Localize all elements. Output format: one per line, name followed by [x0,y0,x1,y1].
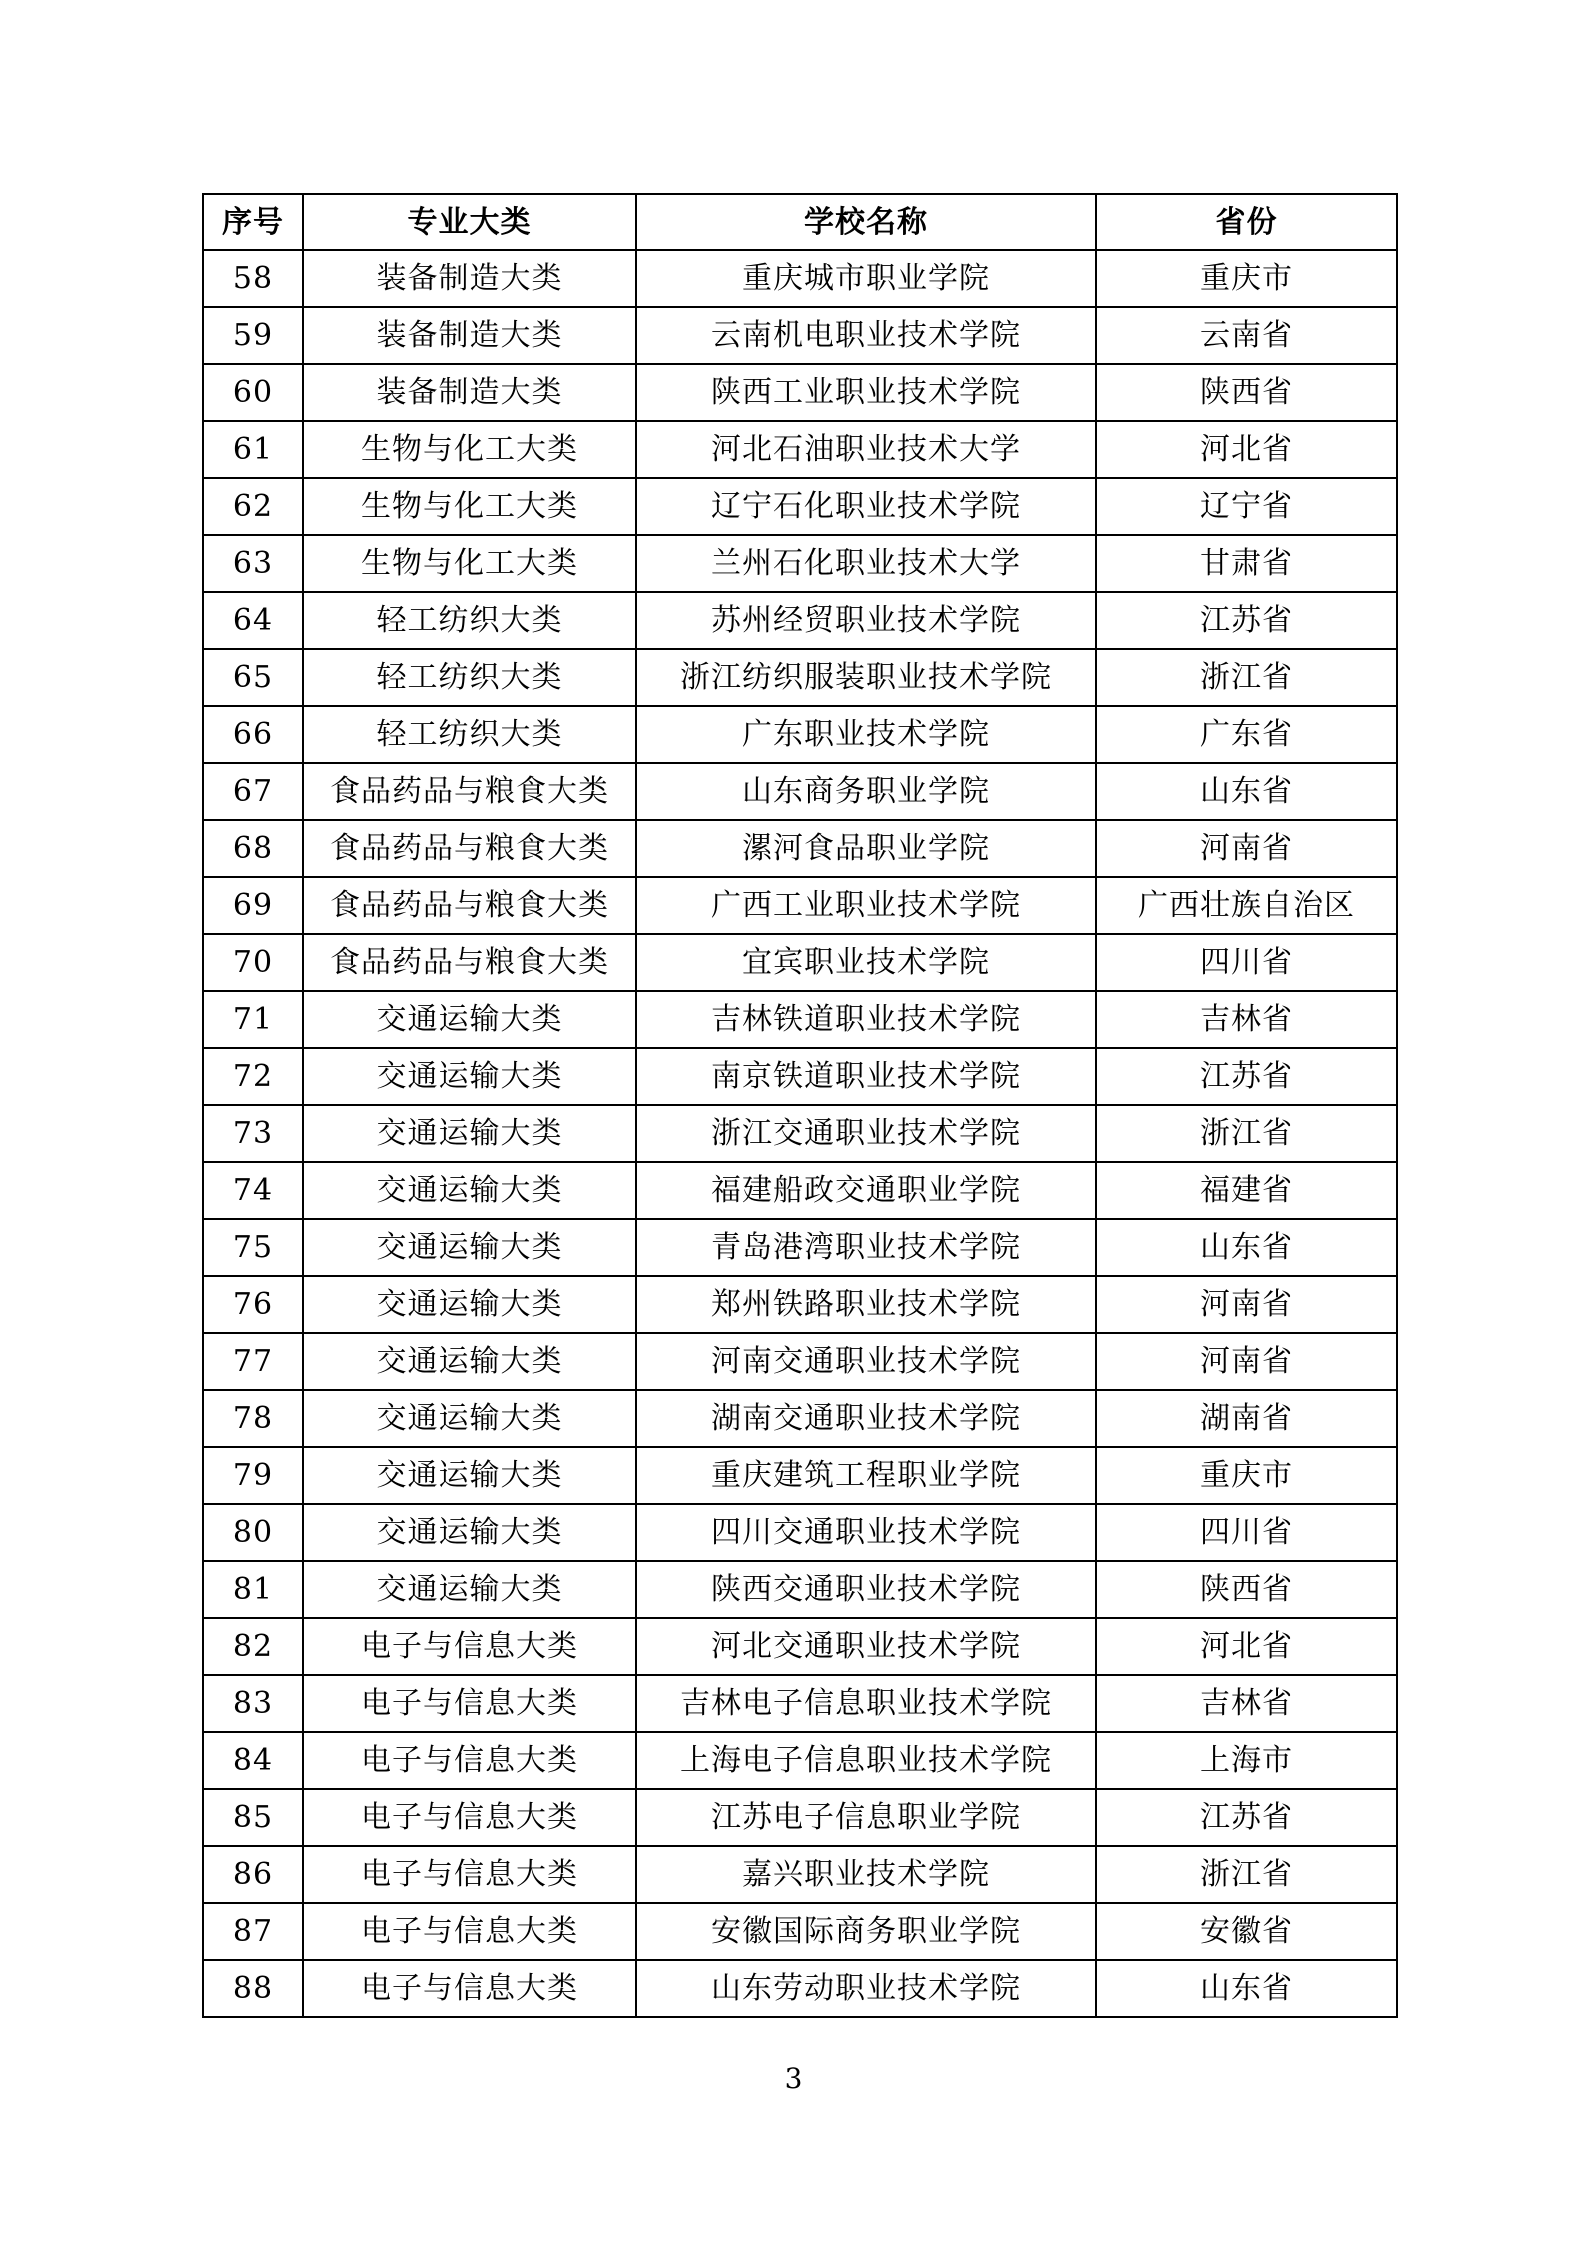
cell-index: 88 [203,1960,303,2017]
cell-category: 生物与化工大类 [303,535,636,592]
cell-province: 四川省 [1096,934,1397,991]
colleges-table [202,193,1398,2018]
cell-category: 装备制造大类 [303,364,636,421]
cell-category: 电子与信息大类 [303,1846,636,1903]
cell-province: 安徽省 [1096,1903,1397,1960]
cell-category: 电子与信息大类 [303,1618,636,1675]
table-row [203,1789,1397,1846]
cell-category: 轻工纺织大类 [303,592,636,649]
cell-category: 交通运输大类 [303,1105,636,1162]
cell-category: 装备制造大类 [303,307,636,364]
table-row [203,421,1397,478]
cell-index: 75 [203,1219,303,1276]
cell-province: 陕西省 [1096,1561,1397,1618]
table-row [203,1504,1397,1561]
cell-school: 嘉兴职业技术学院 [636,1846,1096,1903]
cell-province: 广西壮族自治区 [1096,877,1397,934]
cell-index: 87 [203,1903,303,1960]
table-row [203,307,1397,364]
cell-school: 河北交通职业技术学院 [636,1618,1096,1675]
table-row [203,934,1397,991]
table-row [203,1960,1397,2017]
table-row [203,1675,1397,1732]
cell-index: 66 [203,706,303,763]
cell-school: 吉林铁道职业技术学院 [636,991,1096,1048]
table-row [203,706,1397,763]
cell-school: 漯河食品职业学院 [636,820,1096,877]
col-header-index: 序号 [203,194,303,250]
table-row [203,820,1397,877]
cell-school: 山东劳动职业技术学院 [636,1960,1096,2017]
cell-category: 食品药品与粮食大类 [303,934,636,991]
cell-province: 吉林省 [1096,1675,1397,1732]
cell-index: 84 [203,1732,303,1789]
cell-index: 83 [203,1675,303,1732]
cell-index: 58 [203,250,303,307]
cell-index: 77 [203,1333,303,1390]
cell-school: 苏州经贸职业技术学院 [636,592,1096,649]
cell-category: 电子与信息大类 [303,1732,636,1789]
table-row [203,478,1397,535]
cell-province: 江苏省 [1096,1789,1397,1846]
cell-index: 78 [203,1390,303,1447]
cell-province: 重庆市 [1096,250,1397,307]
cell-school: 四川交通职业技术学院 [636,1504,1096,1561]
cell-province: 河南省 [1096,820,1397,877]
cell-province: 浙江省 [1096,1846,1397,1903]
cell-category: 交通运输大类 [303,1504,636,1561]
table-header-row [203,194,1397,250]
cell-index: 79 [203,1447,303,1504]
cell-category: 食品药品与粮食大类 [303,877,636,934]
table-row [203,1162,1397,1219]
cell-school: 陕西交通职业技术学院 [636,1561,1096,1618]
cell-school: 辽宁石化职业技术学院 [636,478,1096,535]
cell-category: 轻工纺织大类 [303,649,636,706]
cell-category: 交通运输大类 [303,1390,636,1447]
cell-index: 72 [203,1048,303,1105]
cell-index: 85 [203,1789,303,1846]
table-row [203,1105,1397,1162]
table-row [203,1219,1397,1276]
cell-province: 河北省 [1096,421,1397,478]
cell-category: 交通运输大类 [303,1447,636,1504]
table-row [203,1903,1397,1960]
cell-index: 63 [203,535,303,592]
cell-index: 82 [203,1618,303,1675]
cell-index: 62 [203,478,303,535]
table-row [203,364,1397,421]
cell-province: 重庆市 [1096,1447,1397,1504]
cell-school: 河南交通职业技术学院 [636,1333,1096,1390]
cell-category: 食品药品与粮食大类 [303,820,636,877]
cell-school: 兰州石化职业技术大学 [636,535,1096,592]
cell-index: 64 [203,592,303,649]
cell-school: 浙江交通职业技术学院 [636,1105,1096,1162]
cell-province: 湖南省 [1096,1390,1397,1447]
cell-school: 河北石油职业技术大学 [636,421,1096,478]
cell-school: 云南机电职业技术学院 [636,307,1096,364]
table-row [203,1276,1397,1333]
cell-category: 电子与信息大类 [303,1960,636,2017]
cell-index: 70 [203,934,303,991]
cell-index: 73 [203,1105,303,1162]
cell-school: 青岛港湾职业技术学院 [636,1219,1096,1276]
cell-category: 交通运输大类 [303,1048,636,1105]
cell-school: 湖南交通职业技术学院 [636,1390,1096,1447]
cell-school: 江苏电子信息职业学院 [636,1789,1096,1846]
cell-school: 上海电子信息职业技术学院 [636,1732,1096,1789]
table-row [203,1333,1397,1390]
cell-province: 江苏省 [1096,592,1397,649]
cell-school: 广东职业技术学院 [636,706,1096,763]
cell-school: 吉林电子信息职业技术学院 [636,1675,1096,1732]
table-row [203,1618,1397,1675]
cell-category: 生物与化工大类 [303,421,636,478]
cell-school: 安徽国际商务职业学院 [636,1903,1096,1960]
cell-province: 上海市 [1096,1732,1397,1789]
cell-school: 南京铁道职业技术学院 [636,1048,1096,1105]
cell-category: 电子与信息大类 [303,1675,636,1732]
cell-province: 浙江省 [1096,649,1397,706]
cell-category: 交通运输大类 [303,991,636,1048]
cell-school: 郑州铁路职业技术学院 [636,1276,1096,1333]
cell-index: 86 [203,1846,303,1903]
table-row [203,763,1397,820]
cell-school: 广西工业职业技术学院 [636,877,1096,934]
cell-school: 陕西工业职业技术学院 [636,364,1096,421]
cell-province: 河北省 [1096,1618,1397,1675]
cell-category: 电子与信息大类 [303,1903,636,1960]
cell-school: 重庆建筑工程职业学院 [636,1447,1096,1504]
cell-category: 轻工纺织大类 [303,706,636,763]
cell-category: 电子与信息大类 [303,1789,636,1846]
cell-province: 辽宁省 [1096,478,1397,535]
cell-index: 74 [203,1162,303,1219]
cell-category: 交通运输大类 [303,1333,636,1390]
cell-province: 吉林省 [1096,991,1397,1048]
cell-school: 山东商务职业学院 [636,763,1096,820]
col-header-province: 省份 [1096,194,1397,250]
cell-index: 76 [203,1276,303,1333]
page-number: 3 [784,2062,803,2095]
cell-school: 重庆城市职业学院 [636,250,1096,307]
cell-province: 河南省 [1096,1333,1397,1390]
table-row [203,1732,1397,1789]
table-row [203,1561,1397,1618]
cell-province: 浙江省 [1096,1105,1397,1162]
cell-province: 江苏省 [1096,1048,1397,1105]
cell-school: 福建船政交通职业学院 [636,1162,1096,1219]
table-row [203,649,1397,706]
cell-index: 81 [203,1561,303,1618]
table-row [203,1447,1397,1504]
cell-school: 宜宾职业技术学院 [636,934,1096,991]
table-row [203,250,1397,307]
table-row [203,592,1397,649]
col-header-category: 专业大类 [303,194,636,250]
cell-category: 交通运输大类 [303,1276,636,1333]
cell-index: 80 [203,1504,303,1561]
cell-category: 交通运输大类 [303,1219,636,1276]
cell-province: 山东省 [1096,1960,1397,2017]
cell-province: 河南省 [1096,1276,1397,1333]
table-body [203,250,1397,2017]
cell-province: 甘肃省 [1096,535,1397,592]
cell-category: 生物与化工大类 [303,478,636,535]
table-row [203,1846,1397,1903]
cell-index: 69 [203,877,303,934]
table-row [203,535,1397,592]
cell-index: 65 [203,649,303,706]
table-row [203,877,1397,934]
cell-index: 71 [203,991,303,1048]
cell-index: 60 [203,364,303,421]
col-header-school: 学校名称 [636,194,1096,250]
cell-school: 浙江纺织服装职业技术学院 [636,649,1096,706]
cell-index: 61 [203,421,303,478]
cell-category: 交通运输大类 [303,1162,636,1219]
table-row [203,991,1397,1048]
cell-province: 山东省 [1096,763,1397,820]
cell-province: 陕西省 [1096,364,1397,421]
cell-category: 食品药品与粮食大类 [303,763,636,820]
table-row [203,1048,1397,1105]
cell-category: 装备制造大类 [303,250,636,307]
cell-category: 交通运输大类 [303,1561,636,1618]
cell-index: 67 [203,763,303,820]
cell-province: 云南省 [1096,307,1397,364]
cell-province: 福建省 [1096,1162,1397,1219]
table-row [203,1390,1397,1447]
cell-province: 山东省 [1096,1219,1397,1276]
cell-index: 59 [203,307,303,364]
cell-province: 广东省 [1096,706,1397,763]
cell-index: 68 [203,820,303,877]
cell-province: 四川省 [1096,1504,1397,1561]
